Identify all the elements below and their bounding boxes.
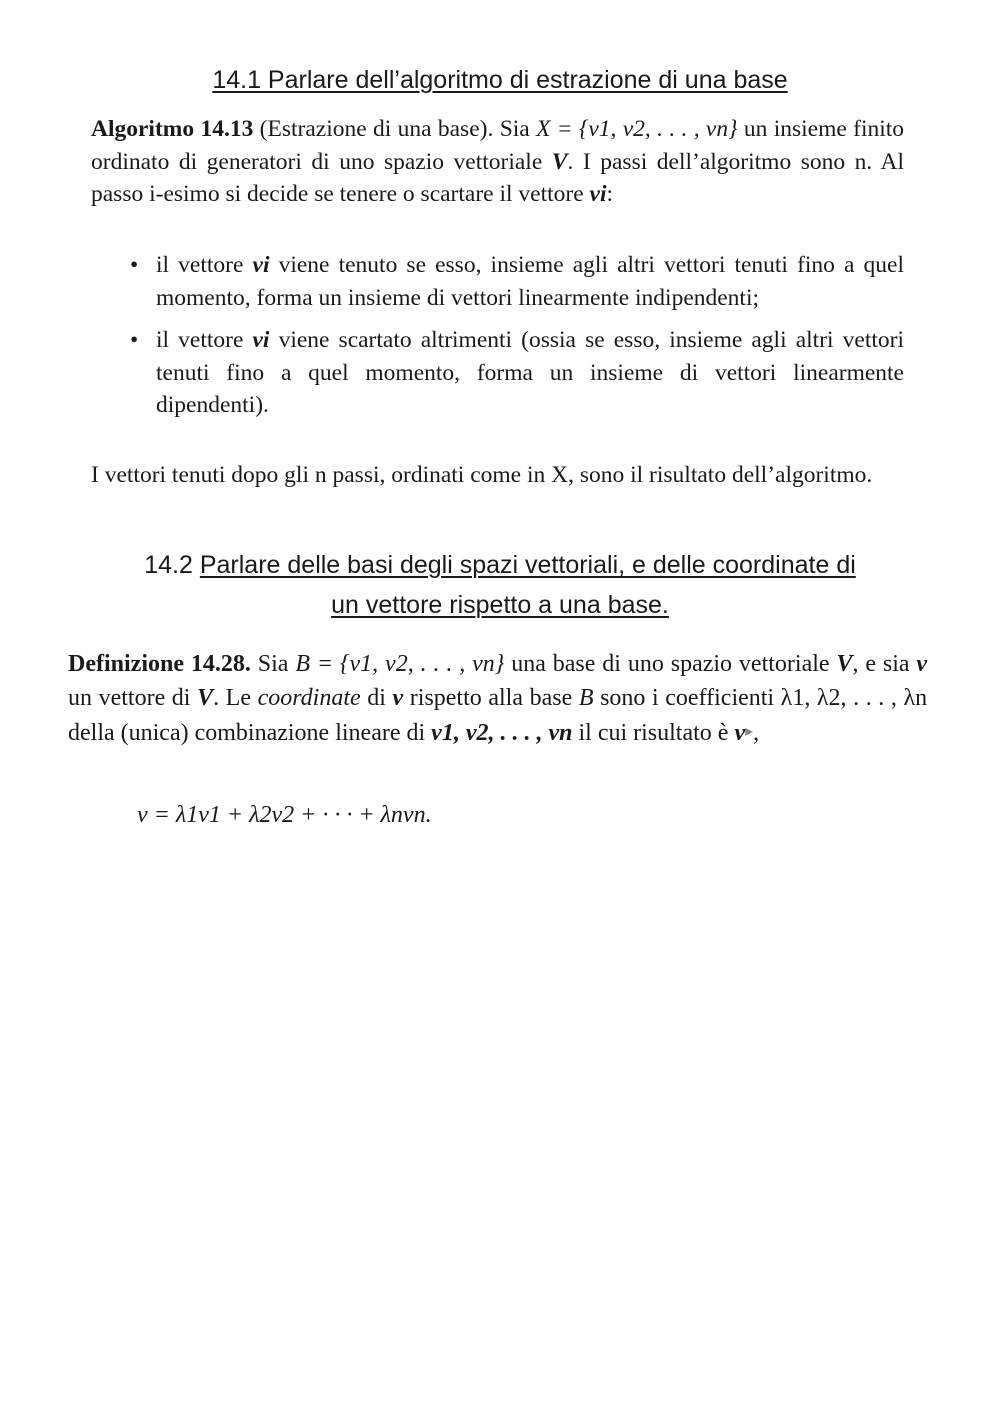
bullet-pre: il vettore: [156, 327, 244, 354]
bullet-text: viene scartato altrimenti (ossia se esso, insieme agli altri vettori tenuti fino a quel momento, forma un insieme di vettori linearmente dipendenti).: [156, 327, 904, 419]
section-heading-14-2-line1-text: Parlare delle basi degli spazi vettoriali, e delle coordinate di: [199, 551, 856, 579]
marker-icon: ▸: [745, 723, 754, 740]
section-heading-14-2: [0, 545, 1000, 625]
algorithm-label: Algoritmo 14.13: [91, 116, 254, 142]
vector-v: v: [916, 651, 928, 677]
intro-mid: un insieme finito ordinato di generatori di uno spazio vettoriale: [91, 116, 905, 175]
def-text-2: , e sia: [852, 651, 910, 677]
intro-pre: Sia: [499, 116, 530, 142]
def-pre: Sia: [257, 651, 289, 677]
algorithm-paragraph: [91, 113, 904, 211]
section-heading-14-2-line2-text: un vettore rispetto a una base.: [331, 591, 669, 619]
space-symbol: V: [197, 685, 214, 711]
def-text-3: un vettore di: [68, 685, 191, 711]
list-item: [130, 324, 904, 422]
basis-set: B = {v1, v2, . . . , vn}: [295, 651, 505, 677]
coordinates-equation: v = λ1v1 + λ2v2 + · · · + λnvn.: [137, 802, 432, 828]
algorithm-conclusion: I vettori tenuti dopo gli n passi, ordinati come in X, sono il risultato dell’algoritmo.: [91, 462, 873, 488]
def-text-8: il cui risultato è: [578, 720, 729, 746]
bullet-text: viene tenuto se esso, insieme agli altri vettori tenuti fino a quel momento, forma un insieme di vettori linearmente indipendenti;: [156, 252, 905, 311]
def-text-4: . Le: [213, 685, 251, 711]
def-text-6: rispetto alla base: [409, 685, 573, 711]
bullet-pre: il vettore: [156, 252, 244, 278]
section-heading-14-2-line1: [0, 545, 1000, 585]
algorithm-steps-list: [130, 249, 904, 422]
section-heading-14-2-line2: [0, 585, 1000, 625]
basis-symbol: B: [578, 685, 594, 711]
comma: ,: [753, 720, 760, 746]
section-heading-14-1: [0, 60, 1000, 100]
list-item: [130, 249, 904, 314]
generator-set: X = {v1, v2, . . . , vn}: [536, 116, 738, 142]
def-vectors: v1, v2, . . . , vn: [431, 720, 573, 746]
intro-steps: . I passi dell’algoritmo sono n. Al passo i-esimo si decide se tenere o scartare il vettore: [91, 148, 904, 208]
bullet-vector: vi: [252, 252, 270, 278]
coordinate-word: coordinate: [257, 685, 361, 711]
vector-v: v: [734, 720, 746, 746]
algorithm-name: (Estrazione di una base).: [259, 116, 494, 142]
def-text-5: di: [367, 685, 386, 711]
space-symbol: V: [551, 148, 568, 175]
bullet-vector: vi: [252, 327, 270, 354]
section-heading-number: 14.2: [144, 551, 193, 579]
space-symbol: V: [836, 651, 853, 677]
definition-label: Definizione 14.28.: [68, 651, 251, 677]
vector-vi: vi: [589, 181, 607, 208]
section-heading-14-1-text: 14.1 Parlare dell’algoritmo di estrazione di una base: [212, 66, 788, 94]
def-text-7: sono i coefficienti λ1, λ2, . . . , λn della (unica) combinazione lineare di: [68, 685, 928, 746]
vector-v: v: [392, 685, 404, 711]
colon: :: [606, 181, 614, 208]
definition-paragraph: [68, 647, 927, 750]
def-text-1: una base di uno spazio vettoriale: [511, 651, 830, 677]
